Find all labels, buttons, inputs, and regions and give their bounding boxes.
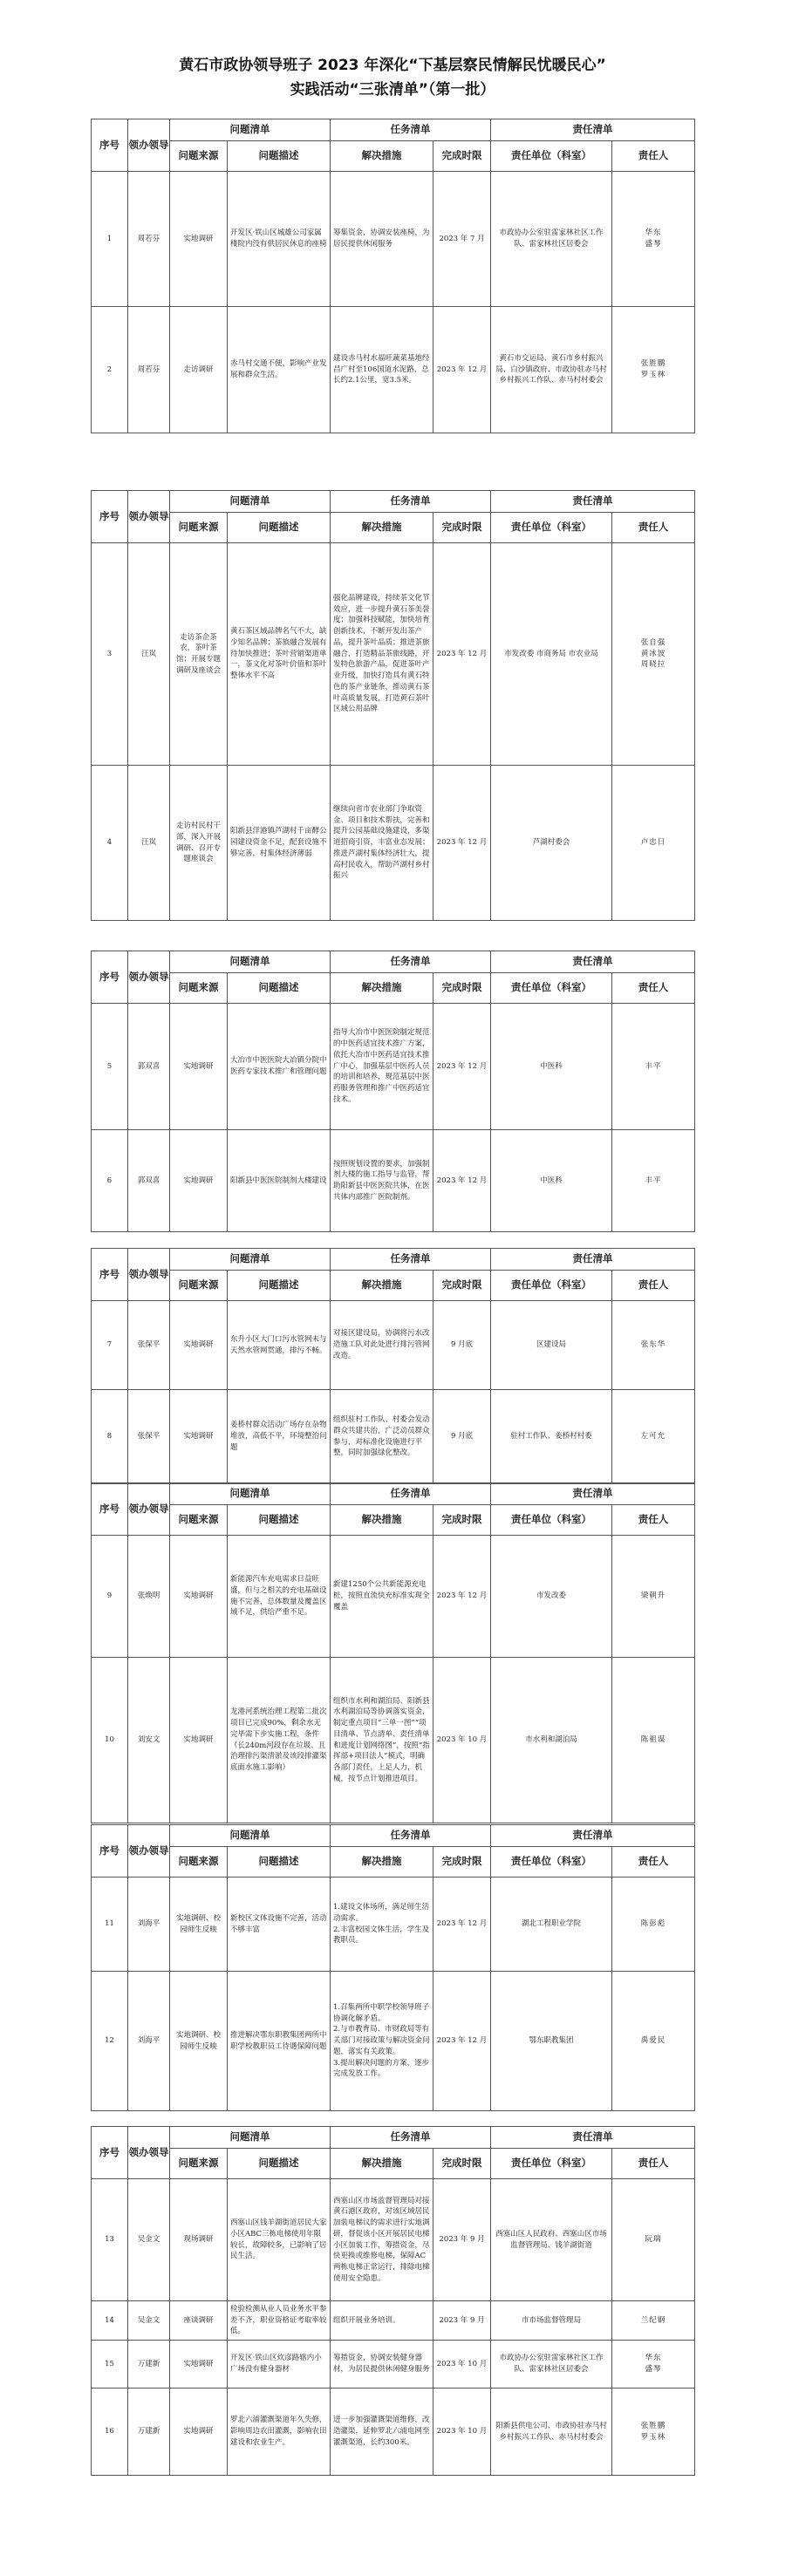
header-deadline: 完成时限: [433, 2149, 491, 2179]
row-problem-source: 实地调研、校园师生反映: [170, 1972, 228, 2111]
row-deadline: 9 月底: [433, 1301, 491, 1390]
header-deadline: 完成时限: [433, 1271, 491, 1301]
header-resp-person: 责任人: [612, 513, 695, 543]
row-resp-unit: 市市场监督管理局: [491, 2301, 612, 2341]
row-number: 12: [92, 1972, 128, 2111]
row-deadline: 2023 年 10 月: [433, 1658, 491, 1823]
row-measures: 继续向省市农业部门争取资金、项目和技术帮扶，完善和提升公园基础设施建设，多渠道招商引资，丰富业态发展；推进芦湖村集体经济壮大，提高村民收入，帮助芦湖村乡村振兴: [331, 766, 433, 921]
header-task-list: 任务清单: [331, 1483, 491, 1505]
row-problem-desc: 大冶市中医医院大冶镇分院中医药专家技术推广和管理问题: [228, 1004, 331, 1130]
header-deadline: 完成时限: [433, 513, 491, 543]
row-leader: 周若芬: [128, 307, 170, 433]
header-task-list: 任务清单: [331, 491, 491, 513]
row-problem-desc: 开发区·铁山区城雄公司家属楼院内没有供居民休息的座椅: [228, 172, 331, 307]
row-measures: 指导大冶市中医医院制定规范的中医药适宜技术推广方案，依托大冶市中医药适宜技术推广中心，加强基层中医药人员的培训和培养，规范基层中医药服务管理和推广中医药适宜技术。: [331, 1004, 433, 1130]
row-deadline: 2023 年 10 月: [433, 2341, 491, 2389]
table-row: [92, 1390, 695, 1484]
header-task-list: 任务清单: [331, 1825, 491, 1847]
table-row: [92, 1130, 695, 1232]
row-leader: 万建新: [128, 2389, 170, 2476]
row-number: 7: [92, 1301, 128, 1390]
header-resp-list: 责任清单: [491, 951, 695, 973]
list-table: [91, 1482, 695, 1823]
row-resp-unit: 市发改委: [491, 1536, 612, 1658]
header-seq: 序号: [92, 1249, 128, 1301]
row-resp-unit: 西塞山区人民政府、西塞山区市场监督管理局、钱羊湖街道: [491, 2179, 612, 2301]
row-measures: 组织开展业务培训。: [331, 2301, 433, 2341]
row-deadline: 2023 年 7 月: [433, 172, 491, 307]
row-problem-desc: 阳新县中医医院制剂大楼建设: [228, 1130, 331, 1232]
header-problem-source: 问题来源: [170, 2149, 228, 2179]
header-measures: 解决措施: [331, 141, 433, 172]
row-number: 5: [92, 1004, 128, 1130]
row-leader: 张保平: [128, 1390, 170, 1484]
header-problem-source: 问题来源: [170, 1847, 228, 1877]
row-resp-unit: 中医科: [491, 1004, 612, 1130]
row-deadline: 9 月底: [433, 1390, 491, 1484]
row-problem-source: 实地调研: [170, 1004, 228, 1130]
row-resp-person: 阮瑞: [612, 2179, 695, 2301]
row-leader: 吴金文: [128, 2301, 170, 2341]
row-number: 16: [92, 2389, 128, 2476]
list-table: [91, 2126, 695, 2476]
header-resp-list: 责任清单: [491, 2127, 695, 2149]
header-resp-person: 责任人: [612, 1271, 695, 1301]
table-row: [92, 1301, 695, 1390]
row-resp-unit: 鄂东职教集团: [491, 1972, 612, 2111]
header-seq: 序号: [92, 119, 128, 172]
row-leader: 郭双喜: [128, 1004, 170, 1130]
header-measures: 解决措施: [331, 973, 433, 1004]
header-problem-list: 问题清单: [170, 491, 331, 513]
row-problem-source: 实地调研: [170, 1658, 228, 1823]
table-row: [92, 307, 695, 433]
row-problem-source: 座谈调研: [170, 2301, 228, 2341]
table-row: [92, 1877, 695, 1972]
row-resp-unit: 市水利和湖泊局: [491, 1658, 612, 1823]
header-problem-list: 问题清单: [170, 119, 331, 141]
row-leader: 刘安文: [128, 1658, 170, 1823]
row-number: 2: [92, 307, 128, 433]
row-measures: 组织驻村工作队、村委会发动群众共建共治，广泛动员群众参与，对标准化设施进行平整，同时加强绿化整改。: [331, 1390, 433, 1484]
row-number: 6: [92, 1130, 128, 1232]
row-number: 3: [92, 543, 128, 766]
row-problem-desc: 开发区·铁山区炊彦路辖内小广场没有健身器材: [228, 2341, 331, 2389]
header-resp-person: 责任人: [612, 2149, 695, 2179]
header-deadline: 完成时限: [433, 973, 491, 1004]
row-deadline: 2023 年 10 月: [433, 2389, 491, 2476]
row-problem-desc: 龙港河系统治理工程第二批次项目已完成90%，剩余水无完毕需下步实施工程，条件（长240m河段存在垃圾、且治理排污渠清淤及该段排灌渠底面水施工影响）: [228, 1658, 331, 1823]
row-resp-person: 禹爱民: [612, 1972, 695, 2111]
row-problem-desc: 赤马村交通不便，影响产业发展和群众生活。: [228, 307, 331, 433]
row-resp-unit: 中医科: [491, 1130, 612, 1232]
table-row: [92, 1972, 695, 2111]
table-row: [92, 1004, 695, 1130]
row-problem-desc: 检验检测从业人员业务水平参差不齐，职业资格证考取率较低。: [228, 2301, 331, 2341]
header-seq: 序号: [92, 951, 128, 1004]
row-deadline: 2023 年 9 月: [433, 2179, 491, 2301]
row-problem-source: 实地调研: [170, 1536, 228, 1658]
header-problem-desc: 问题描述: [228, 141, 331, 172]
row-resp-person: 卢忠日: [612, 766, 695, 921]
header-resp-unit: 责任单位（科室）: [491, 973, 612, 1004]
header-resp-person: 责任人: [612, 141, 695, 172]
header-resp-person: 责任人: [612, 1847, 695, 1877]
row-measures: 1.召集两所中职学校领导班子协调化解矛盾。 2.与市教育局、市财政局等有关部门对接政策与解决资金问题，落实有关政策。 3.提出解决问题的方案，逐步完成发放工作。: [331, 1972, 433, 2111]
table-row: [92, 172, 695, 307]
table-row: [92, 766, 695, 921]
row-measures: 对接区建设局，协调将污水改造施工队对此处进行排污管网改造。: [331, 1301, 433, 1390]
header-resp-list: 责任清单: [491, 1249, 695, 1271]
row-problem-source: 实地调研、校园师生反映: [170, 1877, 228, 1972]
row-resp-person: 兰纪钢: [612, 2301, 695, 2341]
header-problem-list: 问题清单: [170, 1249, 331, 1271]
header-problem-desc: 问题描述: [228, 1505, 331, 1536]
row-problem-source: 实地调研: [170, 1301, 228, 1390]
row-resp-person: 华东 盛琴: [612, 2341, 695, 2389]
row-number: 10: [92, 1658, 128, 1823]
header-measures: 解决措施: [331, 513, 433, 543]
header-measures: 解决措施: [331, 2149, 433, 2179]
list-table: [91, 951, 695, 1232]
table-row: [92, 1658, 695, 1823]
row-problem-desc: 推进解决鄂东职教集团两所中职学校教职员工待遇保障问题: [228, 1972, 331, 2111]
header-resp-unit: 责任单位（科室）: [491, 1847, 612, 1877]
header-problem-list: 问题清单: [170, 951, 331, 973]
row-resp-unit: 阳新县供电公司、市政协驻赤马村乡村振兴工作队、赤马村村委会: [491, 2389, 612, 2476]
header-resp-person: 责任人: [612, 1505, 695, 1536]
row-measures: 组织市水利和湖泊局、阳新县水利湖泊局等协调落实资金，制定重点项目“三单一图”“项目清单、节点清单、责任清单和进度计划网络图”，按照“指挥部+项目法人”模式，明确各部门责任，上足人力，机械，按节点计划推进项目。: [331, 1658, 433, 1823]
row-problem-desc: 西塞山区钱羊湖街道居民大家小区ABC三栋电梯使用年限较长，故障较多，已影响了居民生活。: [228, 2179, 331, 2301]
row-resp-person: 张胜鹏 罗玉林: [612, 2389, 695, 2476]
header-task-list: 任务清单: [331, 951, 491, 973]
row-deadline: 2023 年 12 月: [433, 307, 491, 433]
header-deadline: 完成时限: [433, 1847, 491, 1877]
row-problem-desc: 新能源汽车充电需求日益旺盛，但与之相关的充电基础设施不完善，总体数量及覆盖区域不足，供给严重不足。: [228, 1536, 331, 1658]
row-problem-desc: 姜桥村群众活动广场存在杂物堆放，高低不平，环境整治问题: [228, 1390, 331, 1484]
header-problem-desc: 问题描述: [228, 513, 331, 543]
row-leader: 汪岚: [128, 543, 170, 766]
row-deadline: 2023 年 12 月: [433, 766, 491, 921]
row-measures: 进一步加强灌溉渠道维修，改造灌渠，延伸罗北六浦电网至灌溉渠道，长约300米。: [331, 2389, 433, 2476]
header-deadline: 完成时限: [433, 141, 491, 172]
header-problem-source: 问题来源: [170, 1505, 228, 1536]
row-problem-source: 实地调研: [170, 1130, 228, 1232]
table-row: [92, 2301, 695, 2341]
document-title: 黄石市政协领导班子 2023 年深化“下基层察民情解民忧暖民心”: [179, 57, 606, 74]
header-measures: 解决措施: [331, 1271, 433, 1301]
row-leader: 汪岚: [128, 766, 170, 921]
table-row: [92, 2341, 695, 2389]
row-leader: 刘海平: [128, 1877, 170, 1972]
header-task-list: 任务清单: [331, 2127, 491, 2149]
row-leader: 万建新: [128, 2341, 170, 2389]
table-row: [92, 1536, 695, 1658]
header-leader: 领办领导: [128, 1825, 170, 1877]
header-resp-unit: 责任单位（科室）: [491, 141, 612, 172]
header-leader: 领办领导: [128, 1249, 170, 1301]
header-problem-list: 问题清单: [170, 2127, 331, 2149]
row-number: 14: [92, 2301, 128, 2341]
header-leader: 领办领导: [128, 1483, 170, 1536]
header-seq: 序号: [92, 2127, 128, 2179]
row-resp-unit: 驻村工作队、姜桥村村委: [491, 1390, 612, 1484]
row-measures: 筹措资金，协调安装健身器材，为居民提供休闲健身服务: [331, 2341, 433, 2389]
row-problem-source: 现场调研: [170, 2179, 228, 2301]
row-resp-unit: 芦湖村委会: [491, 766, 612, 921]
row-leader: 刘海平: [128, 1972, 170, 2111]
row-resp-person: 梁朝升: [612, 1536, 695, 1658]
list-table: [91, 1824, 695, 2111]
header-deadline: 完成时限: [433, 1505, 491, 1536]
row-number: 8: [92, 1390, 128, 1484]
row-resp-person: 华东 盛琴: [612, 172, 695, 307]
list-table: [91, 490, 695, 921]
header-resp-list: 责任清单: [491, 119, 695, 141]
row-resp-person: 丰平: [612, 1004, 695, 1130]
header-problem-list: 问题清单: [170, 1825, 331, 1847]
table-row: [92, 2389, 695, 2476]
row-problem-source: 实地调研: [170, 2389, 228, 2476]
header-seq: 序号: [92, 491, 128, 543]
header-leader: 领办领导: [128, 951, 170, 1004]
row-resp-person: 陈彭彪: [612, 1877, 695, 1972]
row-resp-unit: 黄石市交运局、黄石市乡村振兴局、白沙镇政府、市政协驻赤马村乡村振兴工作队、赤马村村委会: [491, 307, 612, 433]
row-resp-person: 丰平: [612, 1130, 695, 1232]
row-number: 9: [92, 1536, 128, 1658]
row-deadline: 2023 年 12 月: [433, 1130, 491, 1232]
header-problem-desc: 问题描述: [228, 1847, 331, 1877]
row-resp-unit: 市政协办公室驻雷家林社区工作队、雷家林社区居委会: [491, 172, 612, 307]
row-problem-desc: 罗北六浦灌溉渠道年久失修，影响周边农田灌溉，影响农田建设和农业生产。: [228, 2389, 331, 2476]
row-measures: 强化品牌建设，持续茶文化节效应，进一步提升黄石茶美誉度；加强科技赋能，加快培育创新技术，不断开发出茶产品，提升茶叶品质；推进茶旅融合，打造精品茶旅线路，开发特色旅游产品，促进茶叶产业升级，加快打造具有黄石特色的茶产业链条，推动黄石茶叶高质量发展，打造黄石茶叶区域公用品牌: [331, 543, 433, 766]
header-measures: 解决措施: [331, 1847, 433, 1877]
row-deadline: 2023 年 12 月: [433, 1972, 491, 2111]
row-leader: 郭双喜: [128, 1130, 170, 1232]
header-resp-unit: 责任单位（科室）: [491, 513, 612, 543]
header-problem-desc: 问题描述: [228, 973, 331, 1004]
row-deadline: 2023 年 12 月: [433, 1004, 491, 1130]
header-problem-source: 问题来源: [170, 973, 228, 1004]
row-deadline: 2023 年 12 月: [433, 1536, 491, 1658]
row-resp-unit: 市发改委 市商务局 市农业局: [491, 543, 612, 766]
header-problem-desc: 问题描述: [228, 1271, 331, 1301]
list-table: [91, 1248, 695, 1484]
header-seq: 序号: [92, 1825, 128, 1877]
row-resp-person: 张自强 黄冰波 周晓拉: [612, 543, 695, 766]
row-measures: 按照规划设置的要求，加强制剂大楼的施工指导与监管，帮助阳新县中医医院共体，在医共体内部推广医院制剂。: [331, 1130, 433, 1232]
table-row: [92, 2179, 695, 2301]
header-resp-list: 责任清单: [491, 1825, 695, 1847]
row-problem-source: 实地调研: [170, 1390, 228, 1484]
table-row: [92, 543, 695, 766]
row-leader: 张焕明: [128, 1536, 170, 1658]
row-problem-source: 实地调研: [170, 172, 228, 307]
row-measures: 建设赤马村水福旺蔬菜基地经昌广村至106国道水泥路，总长约2.1公里，宽3.5米。: [331, 307, 433, 433]
row-problem-desc: 黄石茶区域品牌名气不大，缺少知名品牌；茶旅融合发展有待加快推进；茶叶营销渠道单一，茶文化对茶叶价值和茶叶整体水平不高: [228, 543, 331, 766]
row-measures: 1.建设文体场所，满足师生活动需求。 2.丰富校园文体生活，学生及教职员。: [331, 1877, 433, 1972]
row-problem-desc: 东升小区大门口污水管网未与天然水管网贯通，排污不畅。: [228, 1301, 331, 1390]
header-problem-source: 问题来源: [170, 1271, 228, 1301]
row-problem-desc: 阳新县洋港镇芦湖村千亩酵公园建设资金不足，配套设施不够完善，村集体经济薄弱: [228, 766, 331, 921]
row-number: 11: [92, 1877, 128, 1972]
row-measures: 筹集资金，协调安装座椅，为居民提供休闲服务: [331, 172, 433, 307]
row-problem-source: 走访茶企茶农，茶叶茶馆；开展专题调研及座谈会: [170, 543, 228, 766]
header-problem-source: 问题来源: [170, 141, 228, 172]
header-problem-list: 问题清单: [170, 1483, 331, 1505]
row-deadline: 2023 年 9 月: [433, 2301, 491, 2341]
row-number: 4: [92, 766, 128, 921]
row-resp-unit: 区建设局: [491, 1301, 612, 1390]
row-resp-person: 张胜鹏 罗玉林: [612, 307, 695, 433]
header-task-list: 任务清单: [331, 1249, 491, 1271]
document-subtitle: 实践活动“三张清单”（第一批）: [290, 81, 495, 99]
row-leader: 吴金文: [128, 2179, 170, 2301]
header-task-list: 任务清单: [331, 119, 491, 141]
row-problem-source: 走访村民村干部，深入开展调研、召开专题座谈会: [170, 766, 228, 921]
row-measures: 西塞山区市场监督管理局对接黄石港区政府，对该区域居民加装电梯议的需求进行实地调研，督促该小区开展居民电梯小区加装工作，筹措资金，尽快更换或维修电梯，保障AC两栋电梯正常运行，排除电梯使用安全隐患。: [331, 2179, 433, 2301]
row-resp-unit: 湖北工程职业学院: [491, 1877, 612, 1972]
row-number: 1: [92, 172, 128, 307]
row-measures: 新建1250个公共新能源充电桩，按照直流快充标准实现全覆盖: [331, 1536, 433, 1658]
row-deadline: 2023 年 12 月: [433, 543, 491, 766]
header-resp-list: 责任清单: [491, 1483, 695, 1505]
header-seq: 序号: [92, 1483, 128, 1536]
list-table: [91, 119, 695, 433]
header-resp-unit: 责任单位（科室）: [491, 1271, 612, 1301]
header-problem-source: 问题来源: [170, 513, 228, 543]
row-resp-person: 陈祖谋: [612, 1658, 695, 1823]
header-leader: 领办领导: [128, 491, 170, 543]
header-resp-unit: 责任单位（科室）: [491, 2149, 612, 2179]
row-resp-person: 左可允: [612, 1390, 695, 1484]
header-measures: 解决措施: [331, 1505, 433, 1536]
header-leader: 领办领导: [128, 2127, 170, 2179]
header-resp-list: 责任清单: [491, 491, 695, 513]
header-resp-person: 责任人: [612, 973, 695, 1004]
row-problem-desc: 新校区文体设施不完善，活动不够丰富: [228, 1877, 331, 1972]
row-resp-unit: 市政协办公室驻雷家林社区工作队、雷家林社区居委会: [491, 2341, 612, 2389]
row-number: 13: [92, 2179, 128, 2301]
row-problem-source: 实地调研: [170, 2341, 228, 2389]
header-problem-desc: 问题描述: [228, 2149, 331, 2179]
row-leader: 张保平: [128, 1301, 170, 1390]
row-resp-person: 张东华: [612, 1301, 695, 1390]
row-number: 15: [92, 2341, 128, 2389]
row-problem-source: 走访调研: [170, 307, 228, 433]
row-leader: 周若芬: [128, 172, 170, 307]
header-leader: 领办领导: [128, 119, 170, 172]
header-resp-unit: 责任单位（科室）: [491, 1505, 612, 1536]
row-deadline: 2023 年 12 月: [433, 1877, 491, 1972]
